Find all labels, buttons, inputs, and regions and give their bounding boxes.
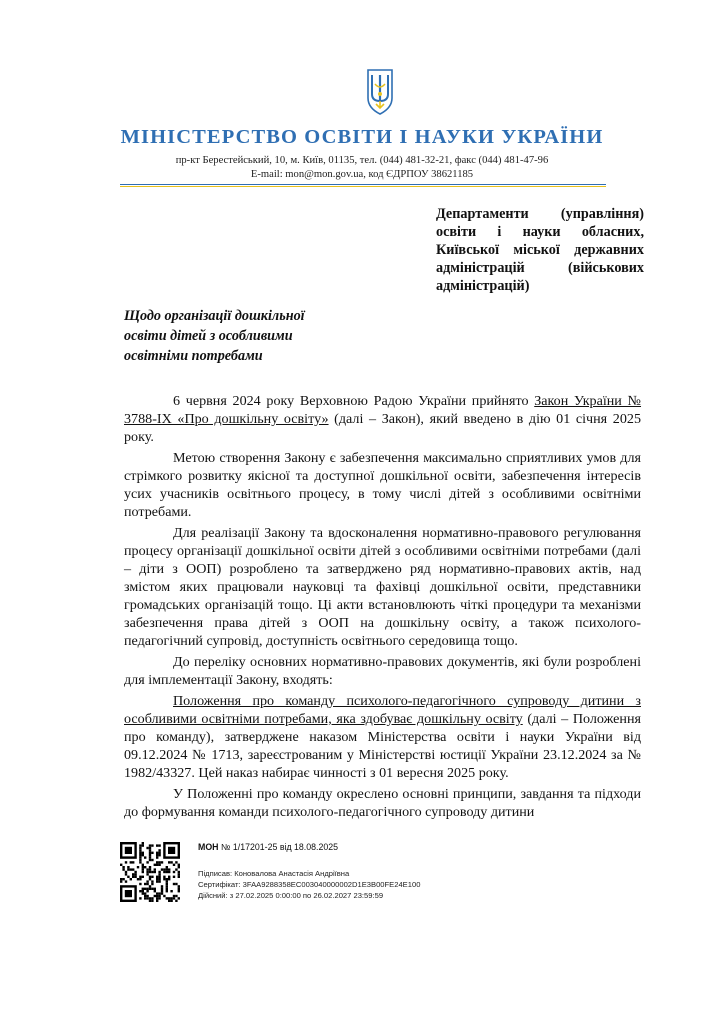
regulation-link[interactable]: Положення про команду психолого-педагогічного супроводу дитини з особливими освітніми потребами, яка здобуває дошкільну освіту <box>124 693 641 727</box>
reg-prefix: МОН <box>198 842 219 852</box>
recipient-block <box>436 205 644 295</box>
body-paragraph: Для реалізації Закону та вдосконалення нормативно-правового регулювання процесу організації дошкільної освіти дітей з особливими освітніми потребами (далі – діти з ООП) розроблено та затверджено ряд нормативно-правових актів, над змістом яких працювали науковці та фахівці дошкільної освіти, представники громадських організацій тощо. Ці акти встановлюють чіткі процедури та механізми забезпечення права дітей з ООП на дошкільну освіту, а також психолого-педагогічний супровід, доступність освітнього середовища тощо. <box>124 525 641 649</box>
signer-name: Підписав: Коновалова Анастасія Андріївна <box>198 869 350 878</box>
body-paragraph: До переліку основних нормативно-правових документів, які були розроблені для імплементації Закону, входять: <box>124 654 641 688</box>
recipient-line: Київської міської державних <box>436 242 644 258</box>
reg-details: № 1/17201-25 від 18.08.2025 <box>218 842 339 852</box>
subject-line: освітніми потребами <box>124 348 263 364</box>
recipient-line: освіти і науки обласних, <box>436 224 644 240</box>
registration-number <box>198 842 338 852</box>
certificate-validity: Дійсний: з 27.02.2025 0:00:00 по 26.02.2027 23:59:59 <box>198 891 384 900</box>
subject-line: освіти дітей з особливими <box>124 328 293 344</box>
paragraph-text: 6 червня 2024 року Верховною Радою України прийнято <box>173 393 535 409</box>
body-paragraph <box>124 692 641 782</box>
paragraph-text: (далі – Закон), який введено в дію 01 січня 2025 року. <box>124 411 641 445</box>
body-paragraph: Метою створення Закону є забезпечення максимально сприятливих умов для стрімкого розвитку якісної та доступної дошкільної освіти, забезпечення інтересів усих учасників освітнього процесу, в тому числі дітей з особливими освітніми потребами. <box>124 450 641 520</box>
letterhead-blue-line <box>120 184 606 185</box>
subject-line: Щодо організації дошкільної <box>124 308 305 324</box>
ministry-contacts: E-mail: mon@mon.gov.ua, код ЄДРПОУ 38621185 <box>250 169 474 180</box>
paragraph-text: (далі – Положення про команду), затверджене наказом Міністерства освіти і науки України від 09.12.2024 № 1713, зареєстрованим у Міністерстві юстиції України 23.12.2024 за № 1982/43327. Цей наказ набирає чинності з 01 вересня 2025 року. <box>124 711 641 781</box>
ministry-name: МІНІСТЕРСТВО ОСВІТИ І НАУКИ УКРАЇНИ <box>120 126 604 148</box>
body-paragraph <box>124 392 641 446</box>
recipient-line: адміністрацій (військових <box>436 260 644 276</box>
signature-footer <box>120 842 640 902</box>
recipient-line: адміністрацій) <box>436 278 530 294</box>
body-paragraph: У Положенні про команду окреслено основні принципи, завдання та підходи до формування команди психолого-педагогічного супроводу дитини <box>124 786 641 820</box>
recipient-line: Департаменти (управління) <box>436 206 644 222</box>
certificate-id: Сертифікат: 3FAA9288358EC003040000002D1E3B00FE24E100 <box>198 880 421 889</box>
qr-code-icon <box>120 842 180 902</box>
letter-subject <box>124 306 364 366</box>
law-link[interactable]: Закон України № 3788-IX «Про дошкільну освіту» <box>124 393 642 427</box>
tryzub-emblem-icon <box>365 68 395 116</box>
ministry-address: пр-кт Берестейський, 10, м. Київ, 01135, тел. (044) 481-32-21, факс (044) 481-47-96 <box>175 155 549 166</box>
digital-signature-info <box>198 868 420 901</box>
letterhead-yellow-line <box>120 186 606 187</box>
letter-body <box>124 392 641 824</box>
